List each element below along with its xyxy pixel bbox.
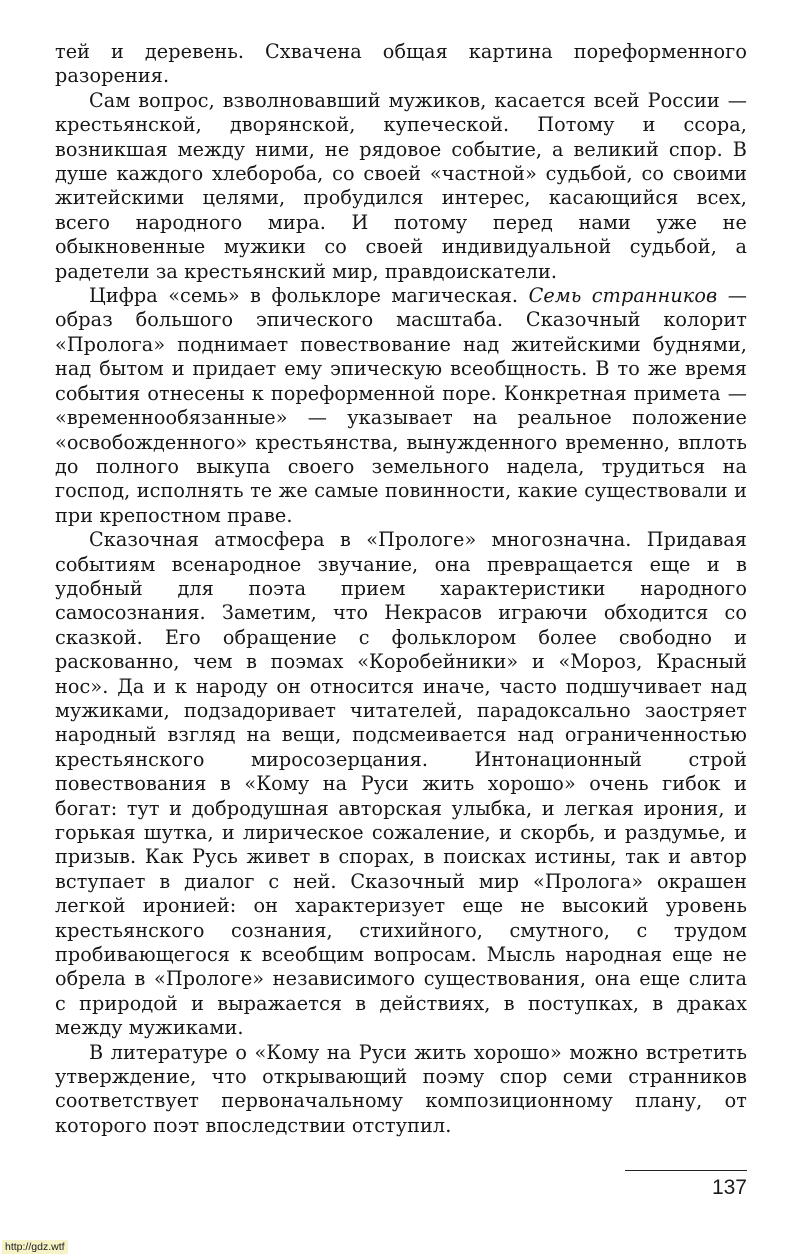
page-number: 137 — [711, 1176, 747, 1199]
watermark-link[interactable]: http://gdz.wtf — [2, 1240, 68, 1254]
paragraph-3-lead: Цифра «семь» в фольклоре магическая. — [89, 284, 529, 308]
page-text — [55, 40, 747, 1138]
paragraph-3-rest: — образ большого эпического масштаба. Сказочный колорит «Пролога» поднимает повествование над житейскими буднями, над бытом и придает ему эпическую всеобщность. В то же время события отнесены к пореформенной поре. Конкретная примета — «временнообязанные» — указывает на реальное положение «освобожденного» крестьянства, вынужденного временно, вплоть до полного выкупа своего земельного надела, трудиться на господ, исполнять те же самые повинности, какие существовали и при крепостном праве. — [55, 284, 747, 527]
paragraph-2: Сам вопрос, взволновавший мужиков, касается всей России — крестьянской, дворянской, купеческой. Потому и ссора, возникшая между ними, не рядовое событие, а великий спор. В душе каждого хлебороба, со своей «частной» судьбой, со своими житейскими целями, пробудился интерес, касающийся всех, всего народного мира. И потому перед нами уже не обыкновенные мужики со своей индивидуальной судьбой, а радетели за крестьянский мир, правдоискатели. — [55, 88, 747, 283]
paragraph-3 — [55, 284, 747, 528]
paragraph-4: Сказочная атмосфера в «Прологе» многозначна. Придавая событиям всенародное звучание, она превращается еще и в удобный для поэта прием характеристики народного самосознания. Заметим, что Некрасов играючи обходится со сказкой. Его обращение с фольклором более свободно и раскованно, чем в поэмах «Коробейники» и «Мороз, Красный нос». Да и к народу он относится иначе, часто подшучивает над мужиками, подзадоривает читателей, парадоксально заостряет народный взгляд на вещи, подсмеивается над ограниченностью крестьянского миросозерцания. Интонационный строй повествования в «Кому на Руси жить хорошо» очень гибок и богат: тут и добродушная авторская улыбка, и легкая ирония, и горькая шутка, и лирическое сожаление, и скорбь, и раздумье, и призыв. Как Русь живет в спорах, в поисках истины, так и автор вступает в диалог с ней. Сказочный мир «Пролога» окрашен легкой иронией: он характеризует еще не высокий уровень крестьянского сознания, стихийного, смутного, с трудом пробивающегося к всеобщим вопросам. Мысль народная еще не обрела в «Прологе» независимого существования, она еще слита с природой и выражается в действиях, в поступках, в драках между мужиками. — [55, 528, 747, 1040]
paragraph-1: тей и деревень. Схвачена общая картина пореформенного разорения. — [55, 40, 747, 88]
italic-phrase: Семь странников — [528, 284, 718, 308]
paragraph-5: В литературе о «Кому на Руси жить хорошо» можно встретить утверждение, что открывающий поэму спор семи странников соответствует первоначальному композиционному плану, от которого поэт впоследствии отступил. — [55, 1040, 747, 1137]
footnote-divider — [625, 1170, 747, 1171]
